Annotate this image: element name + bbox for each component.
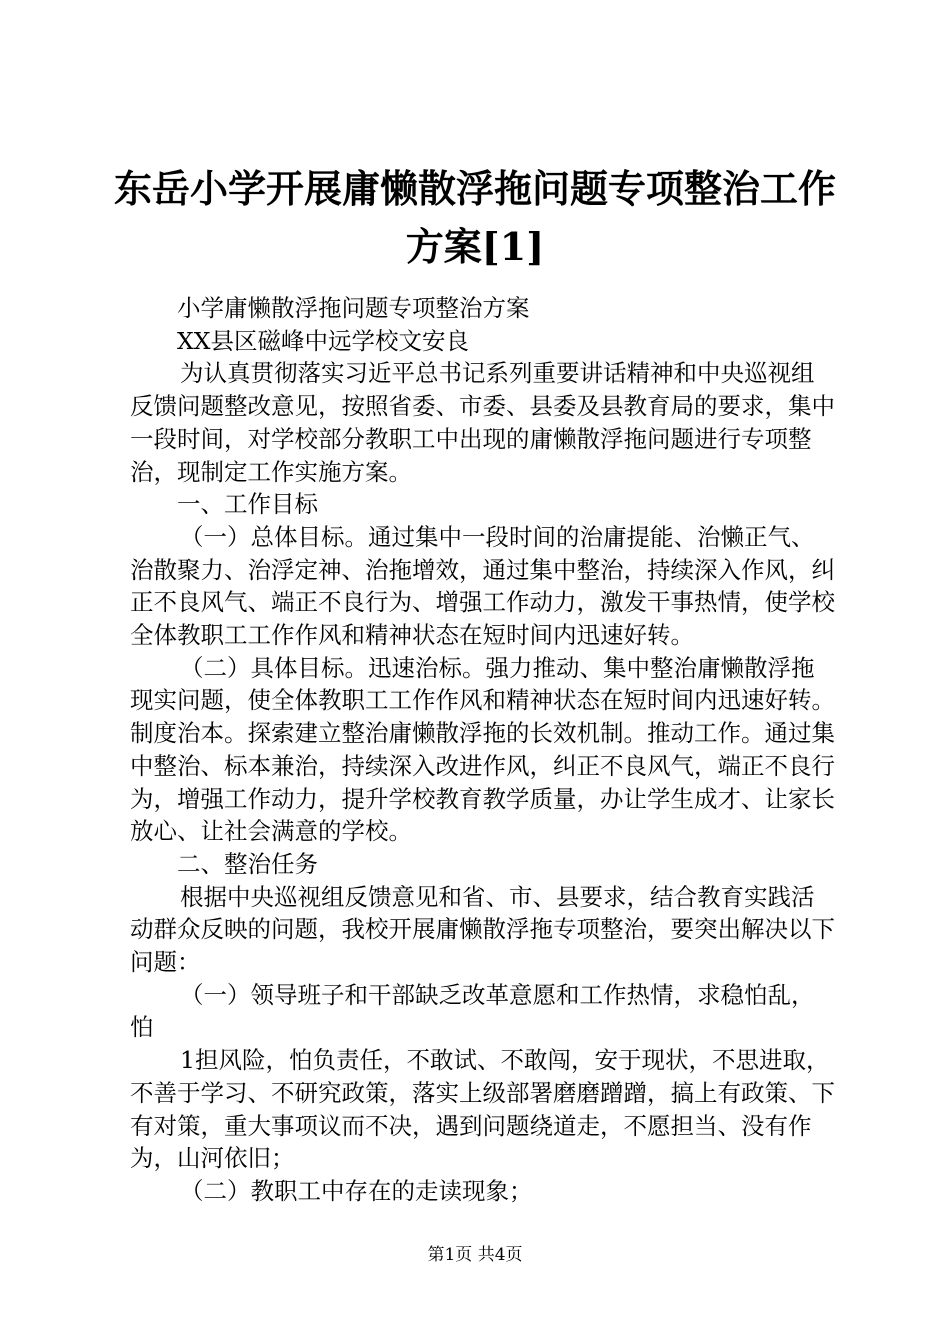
document-title: 东岳小学开展庸懒散浮拖问题专项整治工作方案[1]: [113, 166, 836, 269]
document-body: [130, 292, 835, 1208]
paragraph-intro: 为认真贯彻落实习近平总书记系列重要讲话精神和中央巡视组反馈问题整改意见，按照省委、市委、县委及县教育局的要求，集中一段时间，对学校部分教职工中出现的庸懒散浮拖问题进行专项整治，现制定工作实施方案。: [130, 359, 835, 486]
section-heading-goals: 一、工作目标: [177, 490, 318, 519]
paragraph-overall-goal: （一）总体目标。通过集中一段时间的治庸提能、治懒正气、治散聚力、治浮定神、治拖增效，通过集中整治，持续深入作风，纠正不良风气、端正不良行为、增强工作动力，激发干事热情，使学校全体教职工工作作风和精神状态在短时间内迅速好转。: [130, 522, 835, 650]
page-footer: 第1页 共4页: [427, 1245, 523, 1265]
paragraph-specific-goal: （二）具体目标。迅速治标。强力推动、集中整治庸懒散浮拖现实问题，使全体教职工工作作风和精神状态在短时间内迅速好转。制度治本。探索建立整治庸懒散浮拖的长效机制。推动工作。通过集中整治、标本兼治，持续深入改进作风，纠正不良风气，端正不良行为，增强工作动力，提升学校教育教学质量，办让学生成才、让家长放心、让社会满意的学校。: [130, 653, 835, 846]
paragraph-subtitle: 小学庸懒散浮拖问题专项整治方案: [177, 294, 530, 322]
paragraph-tasks-intro: 根据中央巡视组反馈意见和省、市、县要求，结合教育实践活动群众反映的问题，我校开展庸懒散浮拖专项整治，要突出解决以下问题：: [130, 882, 835, 977]
paragraph-author: XX县区磁峰中远学校文安良: [177, 326, 469, 355]
paragraph-task-2: （二）教职工中存在的走读现象；: [180, 1176, 533, 1205]
section-heading-tasks: 二、整治任务: [177, 849, 318, 878]
paragraph-task-1: （一）领导班子和干部缺乏改革意愿和工作热情，求稳怕乱，怕: [130, 980, 815, 1042]
paragraph-task-1-cont: 1担风险，怕负责任，不敢试、不敢闯，安于现状，不思进取，不善于学习、不研究政策，落实上级部署磨磨蹭蹭，搞上有政策、下有对策，重大事项议而不决，遇到问题绕道走，不愿担当、没有作为，山河依旧；: [130, 1046, 835, 1173]
